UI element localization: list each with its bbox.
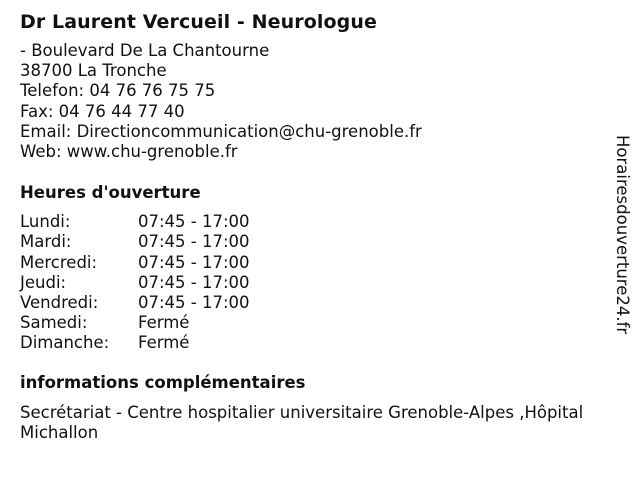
phone-line: Telefon: 04 76 76 75 75	[20, 81, 216, 101]
opening-hours-table	[20, 212, 620, 353]
time-range: 07:45 - 17:00	[138, 272, 250, 292]
hours-row-vendredi	[20, 293, 620, 313]
email-line: Email: Directioncommunication@chu-grenoble.fr	[20, 121, 422, 141]
additional-info-text: Secrétariat - Centre hospitalier universitaire Grenoble-Alpes ,Hôpital Michallon	[20, 402, 584, 442]
time-range: 07:45 - 17:00	[138, 292, 250, 312]
time-range: Fermé	[138, 333, 190, 353]
hours-row-samedi	[20, 313, 620, 333]
web-line: Web: www.chu-grenoble.fr	[20, 142, 238, 162]
day-label: Lundi:	[20, 212, 71, 232]
page-title: Dr Laurent Vercueil - Neurologue	[20, 11, 377, 33]
day-label: Samedi:	[20, 313, 88, 333]
hours-row-mercredi	[20, 253, 620, 273]
time-range: Fermé	[138, 313, 190, 333]
street-line: - Boulevard De La Chantourne	[20, 41, 270, 60]
site-watermark: Horairesdouverture24.fr	[613, 135, 632, 335]
hours-row-lundi	[20, 212, 620, 232]
time-range: 07:45 - 17:00	[138, 212, 250, 232]
day-label: Vendredi:	[20, 292, 99, 312]
fax-line: Fax: 04 76 44 77 40	[20, 101, 185, 121]
hours-row-mardi	[20, 232, 620, 252]
listing-card	[20, 9, 620, 443]
additional-info-heading: informations complémentaires	[20, 372, 306, 392]
time-range: 07:45 - 17:00	[138, 252, 250, 272]
day-label: Jeudi:	[20, 272, 67, 292]
address-block	[20, 41, 620, 162]
city-line: 38700 La Tronche	[20, 61, 167, 81]
hours-row-jeudi	[20, 273, 620, 293]
hours-row-dimanche	[20, 333, 620, 353]
opening-hours-heading: Heures d'ouverture	[20, 183, 201, 203]
day-label: Mardi:	[20, 232, 72, 252]
day-label: Mercredi:	[20, 252, 98, 272]
time-range: 07:45 - 17:00	[138, 232, 250, 252]
day-label: Dimanche:	[20, 333, 110, 353]
